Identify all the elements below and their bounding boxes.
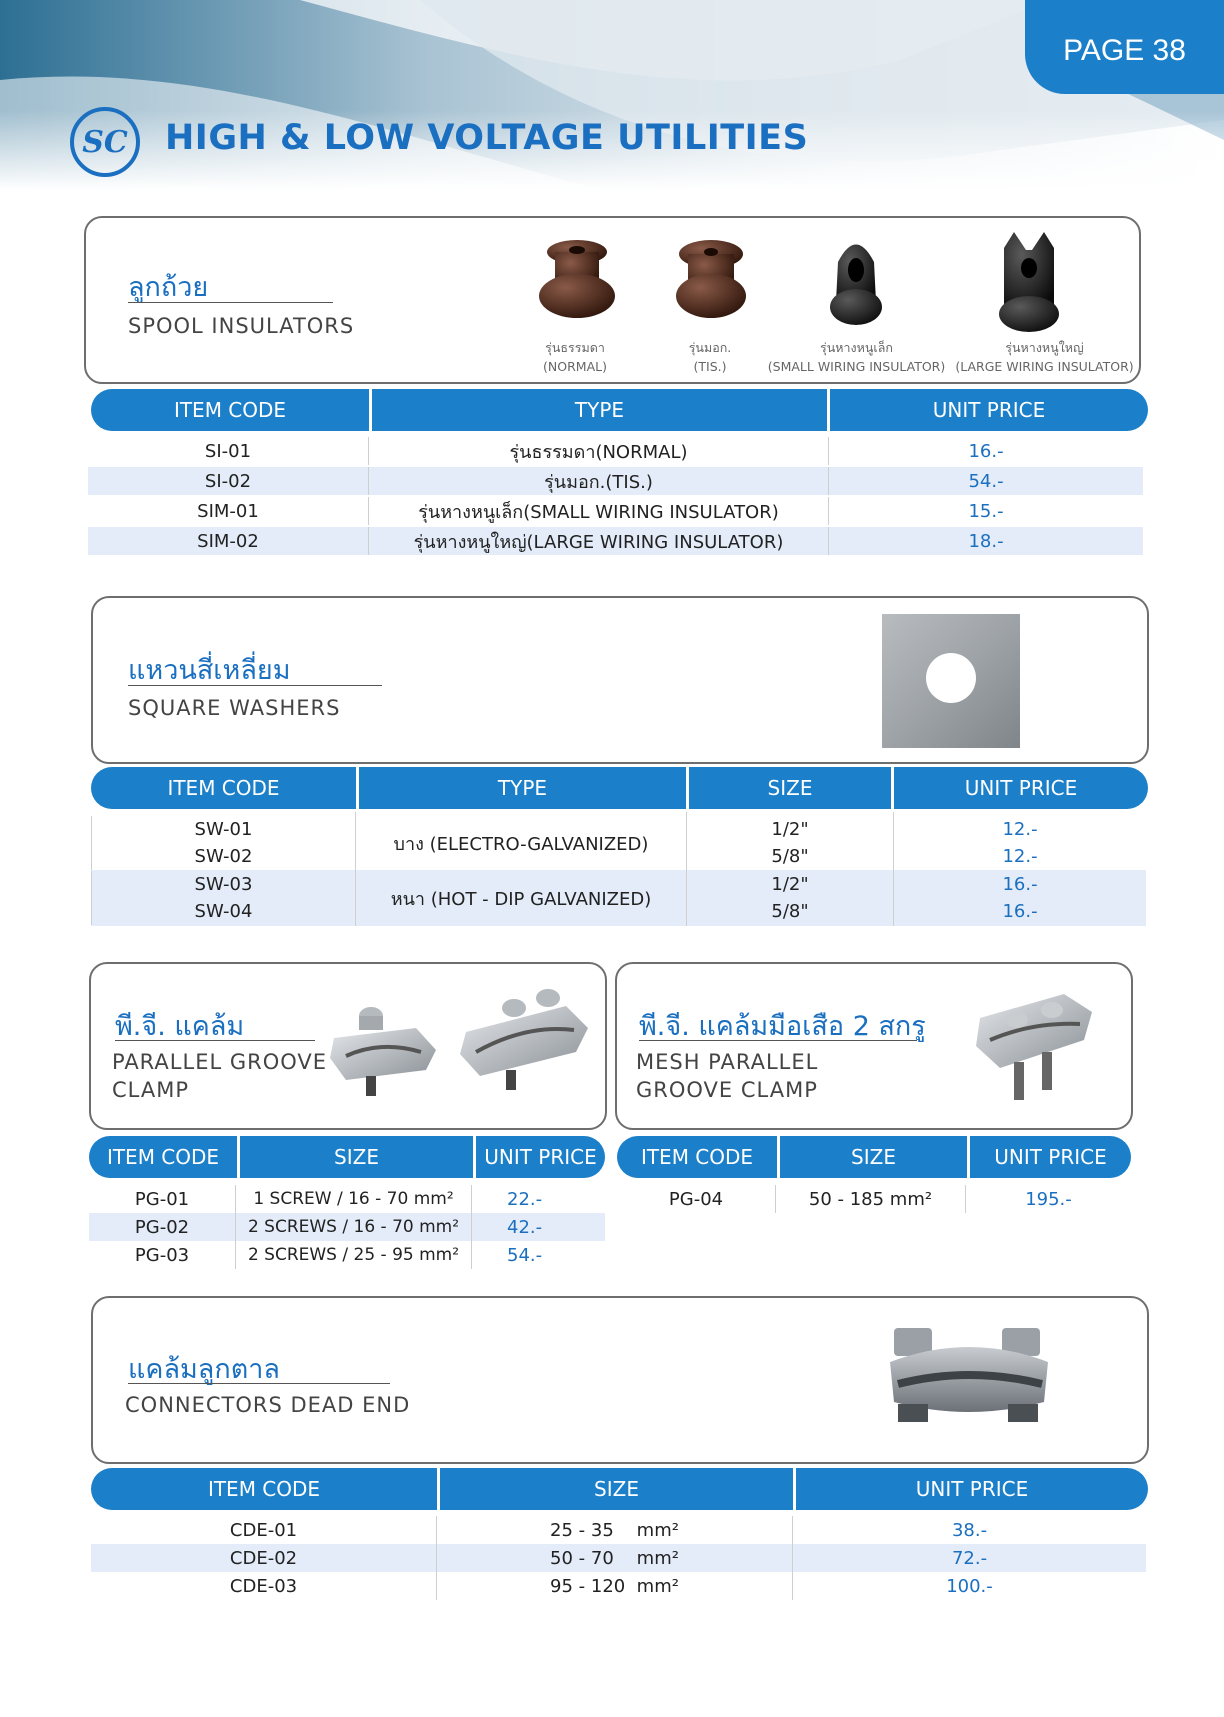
item-code: SIM-02 bbox=[197, 530, 259, 552]
header-type: TYPE bbox=[356, 767, 686, 809]
header-type: TYPE bbox=[369, 389, 827, 431]
item-code: SW-04 bbox=[91, 898, 355, 925]
size: 50 - 70 mm² bbox=[436, 1544, 792, 1572]
header-item-code: ITEM CODE bbox=[173, 398, 287, 422]
header-size: SIZE bbox=[686, 767, 891, 809]
unit-price: 18.- bbox=[828, 527, 1143, 555]
header-unit-price: UNIT PRICE bbox=[827, 389, 1148, 431]
size: 25 - 35 mm² bbox=[436, 1516, 792, 1544]
type: หนา (HOT - DIP GALVANIZED) bbox=[390, 888, 652, 910]
washers-thai-title: แหวนสี่เหลี่ยม bbox=[128, 655, 291, 686]
item-code: PG-04 bbox=[668, 1188, 724, 1210]
table-row bbox=[88, 467, 1143, 495]
washers-eng-title: SQUARE WASHERS bbox=[128, 696, 341, 720]
item-code: PG-01 bbox=[134, 1188, 190, 1210]
unit-price: 12.- bbox=[1002, 819, 1038, 840]
size: 95 - 120 mm² bbox=[436, 1572, 792, 1600]
size: 2 SCREWS / 16 - 70 mm² bbox=[235, 1213, 471, 1241]
type: บาง (ELECTRO-GALVANIZED) bbox=[393, 833, 649, 855]
pg-clamp-title-rule bbox=[115, 1040, 315, 1041]
pg-clamp-single-image bbox=[326, 1000, 441, 1100]
unit-price: 100.- bbox=[792, 1572, 1146, 1600]
type: รุ่นธรรมดา(NORMAL) bbox=[368, 437, 828, 465]
item-code: CDE-02 bbox=[229, 1547, 298, 1569]
header-item-code: ITEM CODE bbox=[167, 776, 280, 800]
unit-price: 54.- bbox=[471, 1241, 605, 1269]
spool-caption-tis: รุ่นมอก. (TIS.) bbox=[688, 340, 732, 374]
header-unit-price: UNIT PRICE bbox=[967, 1136, 1131, 1178]
unit-price: 16.- bbox=[1002, 874, 1038, 895]
header-item-code: ITEM CODE bbox=[106, 1145, 220, 1169]
square-washer-image bbox=[880, 612, 1022, 750]
unit-price: 16.- bbox=[828, 437, 1143, 465]
table-row bbox=[88, 527, 1143, 555]
spool-small-wiring-image bbox=[826, 232, 886, 327]
unit-price: 15.- bbox=[828, 497, 1143, 525]
table-row bbox=[88, 497, 1143, 525]
page-title: HIGH & LOW VOLTAGE UTILITIES bbox=[165, 118, 809, 158]
header-item-code: ITEM CODE bbox=[207, 1477, 321, 1501]
header-unit-price: UNIT PRICE bbox=[891, 767, 1148, 809]
sc-logo: SC bbox=[70, 107, 140, 177]
table-row bbox=[89, 1241, 605, 1269]
unit-price: 72.- bbox=[792, 1544, 1146, 1572]
spool-caption-normal: รุ่นธรรมดา (NORMAL) bbox=[543, 340, 607, 374]
table-row bbox=[91, 1572, 1146, 1600]
dead-end-thai-title: แคล้มลูกตาล bbox=[128, 1354, 280, 1385]
header-size: SIZE bbox=[437, 1468, 793, 1510]
header-unit-price: UNIT PRICE bbox=[473, 1136, 605, 1178]
unit-price: 22.- bbox=[471, 1185, 605, 1213]
size: 50 - 185 mm² bbox=[775, 1185, 965, 1213]
item-code: SIM-01 bbox=[197, 500, 259, 522]
unit-price: 54.- bbox=[828, 467, 1143, 495]
type: รุ่นหางหนูใหญ่(LARGE WIRING INSULATOR) bbox=[368, 527, 828, 555]
size: 5/8" bbox=[771, 846, 809, 867]
header-item-code: ITEM CODE bbox=[640, 1145, 754, 1169]
size: 2 SCREWS / 25 - 95 mm² bbox=[235, 1241, 471, 1269]
item-code: PG-02 bbox=[134, 1216, 190, 1238]
size: 1 SCREW / 16 - 70 mm² bbox=[235, 1185, 471, 1213]
table-row bbox=[91, 1516, 1146, 1544]
unit-price: 195.- bbox=[965, 1185, 1131, 1213]
spool-eng-title: SPOOL INSULATORS bbox=[128, 314, 355, 338]
item-code: PG-03 bbox=[134, 1244, 190, 1266]
dead-end-eng-title: CONNECTORS DEAD END bbox=[125, 1393, 411, 1417]
table-row bbox=[89, 1213, 605, 1241]
unit-price: 12.- bbox=[1002, 846, 1038, 867]
unit-price: 38.- bbox=[792, 1516, 1146, 1544]
spool-table-header bbox=[91, 389, 1148, 431]
type: รุ่นมอก.(TIS.) bbox=[368, 467, 828, 495]
spool-caption-large: รุ่นหางหนูใหญ่ (LARGE WIRING INSULATOR) bbox=[955, 340, 1134, 374]
item-code: SI-01 bbox=[204, 440, 252, 462]
size: 5/8" bbox=[771, 901, 809, 922]
header-size: SIZE bbox=[237, 1136, 473, 1178]
pg-clamp-double-image bbox=[456, 984, 591, 1094]
dead-end-connector-image bbox=[884, 1322, 1054, 1437]
size: 1/2" bbox=[771, 819, 809, 840]
spool-tis-image bbox=[674, 240, 748, 324]
item-code: SI-02 bbox=[204, 470, 252, 492]
spool-large-wiring-image bbox=[994, 228, 1064, 333]
table-row bbox=[617, 1185, 1131, 1213]
pg-clamp-eng-title: PARALLEL GROOVE CLAMP bbox=[112, 1050, 328, 1102]
table-row bbox=[88, 437, 1143, 465]
size: 1/2" bbox=[771, 874, 809, 895]
spool-title-rule bbox=[128, 302, 333, 303]
mesh-clamp-title-rule bbox=[639, 1040, 917, 1041]
item-code: SW-01 bbox=[91, 816, 355, 843]
mesh-clamp-thai-title: พี.จี. แคล้มมือเสือ 2 สกรู bbox=[639, 1011, 926, 1042]
header-size: SIZE bbox=[777, 1136, 967, 1178]
spool-normal-image bbox=[537, 238, 617, 328]
item-code: CDE-01 bbox=[229, 1519, 298, 1541]
page-number-tab: PAGE 38 bbox=[1025, 0, 1224, 94]
washers-title-rule bbox=[128, 685, 382, 686]
washers-table-header bbox=[91, 767, 1148, 809]
header-unit-price: UNIT PRICE bbox=[793, 1468, 1148, 1510]
item-code: SW-02 bbox=[91, 843, 355, 870]
mesh-clamp-image bbox=[972, 988, 1097, 1108]
dead-end-table-header bbox=[91, 1468, 1148, 1510]
unit-price: 16.- bbox=[1002, 901, 1038, 922]
type: รุ่นหางหนูเล็ก(SMALL WIRING INSULATOR) bbox=[368, 497, 828, 525]
spool-caption-small: รุ่นหางหนูเล็ก (SMALL WIRING INSULATOR) bbox=[767, 340, 946, 374]
spool-thai-title: ลูกถ้วย bbox=[128, 272, 209, 303]
pg-clamp-thai-title: พี.จี. แคล้ม bbox=[115, 1011, 245, 1042]
mesh-clamp-eng-title: MESH PARALLEL GROOVE CLAMP bbox=[636, 1050, 819, 1102]
pg-clamp-table-header bbox=[89, 1136, 605, 1178]
dead-end-title-rule bbox=[128, 1383, 390, 1384]
item-code: CDE-03 bbox=[229, 1575, 298, 1597]
table-row bbox=[91, 1544, 1146, 1572]
unit-price: 42.- bbox=[471, 1213, 605, 1241]
mesh-clamp-table-header bbox=[617, 1136, 1131, 1178]
item-code: SW-03 bbox=[91, 871, 355, 898]
table-row bbox=[89, 1185, 605, 1213]
